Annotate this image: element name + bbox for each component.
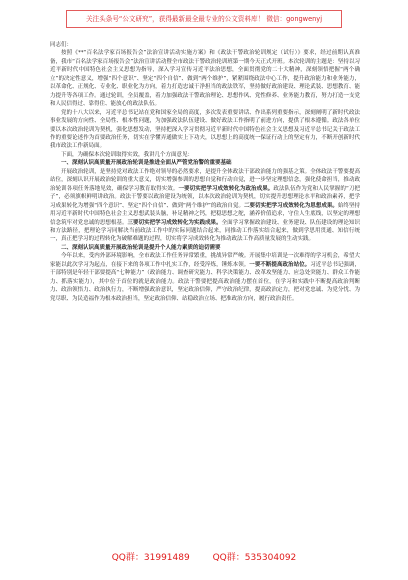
header-banner: 关注头条号“公文研究”，获得最新最全最专业的公文资料库！ 微信：gongwenyj: [66, 10, 342, 28]
section-heading: 二、深刻认识高质量开展政治轮训是提升个人能力素质的迫切需要: [61, 244, 221, 251]
qq-group-1: QQ群：31991489: [111, 553, 190, 563]
emphasis-text: 一要不断提高政治站位。: [249, 261, 311, 268]
paragraph: [50, 168, 360, 244]
qq-group-2: QQ群：535304092: [212, 553, 297, 563]
salutation: 同志们：: [50, 42, 73, 48]
paragraph-text: 习近平总书记强调，干部特别是年轻干部要提高“七种能力”（政治能力、调查研究能力、科学决策能力、改革攻坚能力、应急处突能力、群众工作能力、抓落实能力），其中位于首位的就是政治能力。政法干警要把提高政治能力摆在首位，在学习和实践中不断提高政治判断力、政治领悟力、政治执行力，不断增强政治意识，坚定政治信仰，严守政治纪律，提高政治定力，把对党忠诚、为党分忧、为党尽职、为民造福作为根本政治担当，坚定政治信仰、站稳政治立场、把准政治方向，履行政治责任。: [50, 261, 360, 302]
paragraph: [50, 252, 360, 303]
paragraph: 党的十八大以来，习近平总书记站在党和国家全局的高度，多次发表重要讲话、作出系列重要指示，深刻阐明了新时代政法事业发展的方向性、全局性、根本性问题，为加强政法队伍建设、做好政法工作指明了前进方向，提供了根本遵循。政法各单位要以本次政治轮训为契机，强化思想发动，坚持把深入学习贯彻习近平新时代中国特色社会主义思想及习近平总书记关于政法工作的重要论述作为首要政治任务，切实在学懂弄通做实上下功夫，以思想上的高度统一保证行动上的坚定有力，不断开创新时代我市政法工作新局面。: [50, 109, 360, 150]
paragraph-text: 全面学习掌握政治建设、业务建设、队伍建设的理论知识和方法路径，把理论学习同解决当前政法工作中的实际问题结合起来，同推动工作落实结合起来，做到学思用贯通、知信行统一，真正把学习的过程转化为破解难题的过程，切实将学习成效转化为推动政法工作高质量发展的生动实践。: [50, 219, 360, 243]
paragraph-text: 开展政治轮训，是坚持党对政法工作绝对领导的必然要求，是提升全体政法干部政治能力的强基之策。全体政法干警要提高站位，深刻认识开展政治轮训的重大意义，切实增强参训的思想自觉和行动自觉，进一步坚定理想信念，强化使命担当，推动政治轮训各项任务落地见效，确保学习教育取得实效。: [50, 168, 360, 192]
emphasis-text: 一要切实把学习成效转化为政治成果。: [178, 185, 274, 192]
section-heading: 一、深刻认识高质量开展政治轮训是推进全面从严管党治警的重要基础: [61, 160, 232, 167]
footer-contacts: [0, 550, 408, 563]
paragraph-text: 政法队伍作为党和人民掌握的“刀把子”，必须旗帜鲜明讲政治。政法干警要以政治建设为统领，以本次政治轮训为契机，切实提升思想理论水平和政治素养，把学习成果转化为增强“四个意识”、坚定“四个自信”、做到“两个维护”的政治自觉。: [50, 185, 360, 209]
paragraph: 下面，为确保本次轮训取得实效，我讲几个方面意见：: [61, 151, 194, 158]
paragraph-text: 今年以来，受内外部环境影响，全市政法工作任务异常繁重，挑战异常严峻。开展集中培训是一次难得的学习机会，希望大家能以此次学习为起点，在接下来的各项工作中扎实工作，经受淬炼，锤炼本领。: [50, 253, 360, 268]
paragraph-text: 始终坚持用习近平新时代中国特色社会主义思想武装头脑，补足精神之钙，把稳思想之舵，涵养价值追求，守住人生底线，以坚定的理想信念筑牢对党忠诚的思想根基。: [50, 202, 360, 226]
emphasis-text: 三要切实把学习成效转化为实践成果。: [127, 219, 222, 226]
document-body: [50, 41, 360, 303]
paragraph: 按照《**“百名法学家百场报告会”法治宣讲活动实施方案》和《政法干警政治轮训规定（试行）》要求，经过前期认真准备，我市“百名法学家百场报告会”法治宣讲活动暨全市政法干警政治轮训班第一期今天正式开班。本次轮训的主题是：坚持以习近平新时代中国特色社会主义思想为指导，深入学习宣传习近平法治思想，全面贯彻党的二十大精神，深刻领悟把握“两个确立”的决定性意义，增强“四个意识”、坚定“四个自信”、做到“两个维护”，紧紧围绕政法中心工作，提升政治能力和业务能力，以革命化、正规化、专业化、职业化为方向，着力打造忠诚干净担当的政法铁军，坚持做好政治建设、理论武装、思想教育、能力提升等各项工作。通过轮训，全员覆盖，着力加强政法干警政治理论、思想作风、党性修养、业务能力教育，努力打造一支党和人民信得过、靠得住、能放心的政法队伍。: [50, 50, 360, 108]
emphasis-text: 二要切实把学习成效转化为思想成果。: [244, 202, 338, 209]
